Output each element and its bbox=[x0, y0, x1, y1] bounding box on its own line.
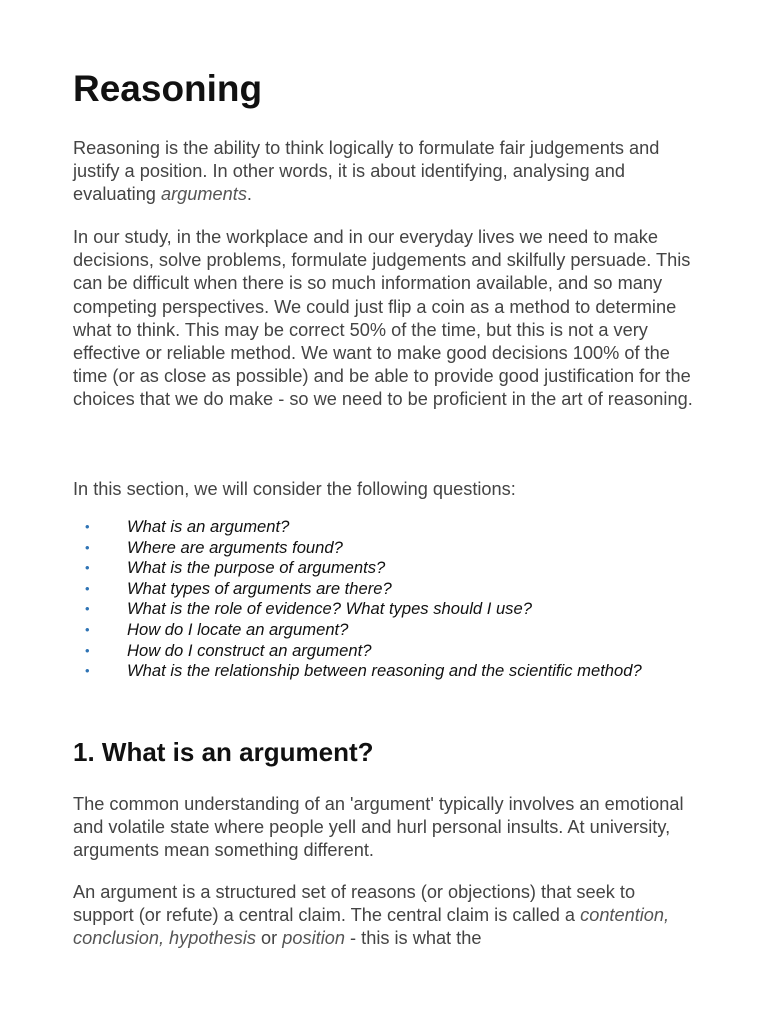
list-item bbox=[73, 538, 698, 559]
question-text: What is an argument? bbox=[127, 517, 290, 536]
questions-list bbox=[73, 517, 698, 682]
list-item bbox=[73, 558, 698, 579]
list-item bbox=[73, 579, 698, 600]
intro-paragraph-1-text: Reasoning is the ability to think logically to formulate fair judgements and justify a position. In other words, it is about identifying, analysing and evaluating bbox=[73, 138, 660, 205]
section-1-paragraph-2-end: - this is what the bbox=[344, 928, 482, 949]
question-text: What is the purpose of arguments? bbox=[127, 558, 386, 578]
list-item bbox=[73, 641, 698, 662]
term-contention-conclusion-hypothesis: contention, conclusion, hypothesis bbox=[73, 905, 670, 949]
bullet-icon: • bbox=[85, 642, 90, 658]
bullet-icon: • bbox=[85, 621, 90, 637]
bullet-icon: • bbox=[85, 580, 90, 596]
intro-paragraph-2: In our study, in the workplace and in our everyday lives we need to make decisions, solve problems, formulate judgements and skilfully persuade. This can be difficult when there is so much information available, and so many competing perspectives. We could just flip a coin as a method to determine what to think. This may be correct 50% of the time, but this is not a very effective or reliable method. We want to make good decisions 100% of the time (or as close as possible) and be able to provide good justification for the choices that we do make - so we need to be proficient in the art of reasoning. bbox=[73, 227, 693, 410]
page-title: Reasoning bbox=[73, 68, 263, 109]
bullet-icon: • bbox=[85, 539, 90, 555]
question-text: How do I locate an argument? bbox=[127, 619, 349, 639]
bullet-icon: • bbox=[85, 663, 90, 679]
intro-paragraph-1 bbox=[73, 137, 698, 207]
bullet-icon: • bbox=[85, 601, 90, 617]
question-text: How do I construct an argument? bbox=[127, 640, 372, 660]
bullet-icon: • bbox=[85, 560, 90, 576]
term-position: position bbox=[282, 928, 345, 949]
bullet-icon: • bbox=[85, 519, 90, 534]
question-text: Where are arguments found? bbox=[127, 537, 343, 557]
intro-paragraph-1-end: . bbox=[246, 184, 252, 205]
term-arguments: arguments bbox=[160, 184, 247, 205]
list-item bbox=[73, 517, 698, 538]
list-item bbox=[73, 661, 698, 682]
section-1-paragraph-2-start: An argument is a structured set of reasons (or objections) that seek to support (or refute) a central claim. The central claim is called a bbox=[73, 882, 636, 926]
list-item bbox=[73, 620, 698, 641]
intro-paragraph-3: In this section, we will consider the following questions: bbox=[73, 479, 516, 499]
section-1-paragraph-2-or: or bbox=[256, 928, 283, 949]
list-item bbox=[73, 599, 698, 620]
question-text: What is the role of evidence? What types should I use? bbox=[127, 599, 532, 619]
section-1-heading: 1. What is an argument? bbox=[73, 737, 374, 767]
question-text: What types of arguments are there? bbox=[127, 578, 392, 598]
question-text: What is the relationship between reasoning and the scientific method? bbox=[127, 661, 642, 681]
section-1-paragraph-2 bbox=[73, 881, 698, 951]
section-1-paragraph-1: The common understanding of an 'argument' typically involves an emotional and volatile state where people yell and hurl personal insults. At university, arguments mean something different. bbox=[73, 794, 684, 861]
